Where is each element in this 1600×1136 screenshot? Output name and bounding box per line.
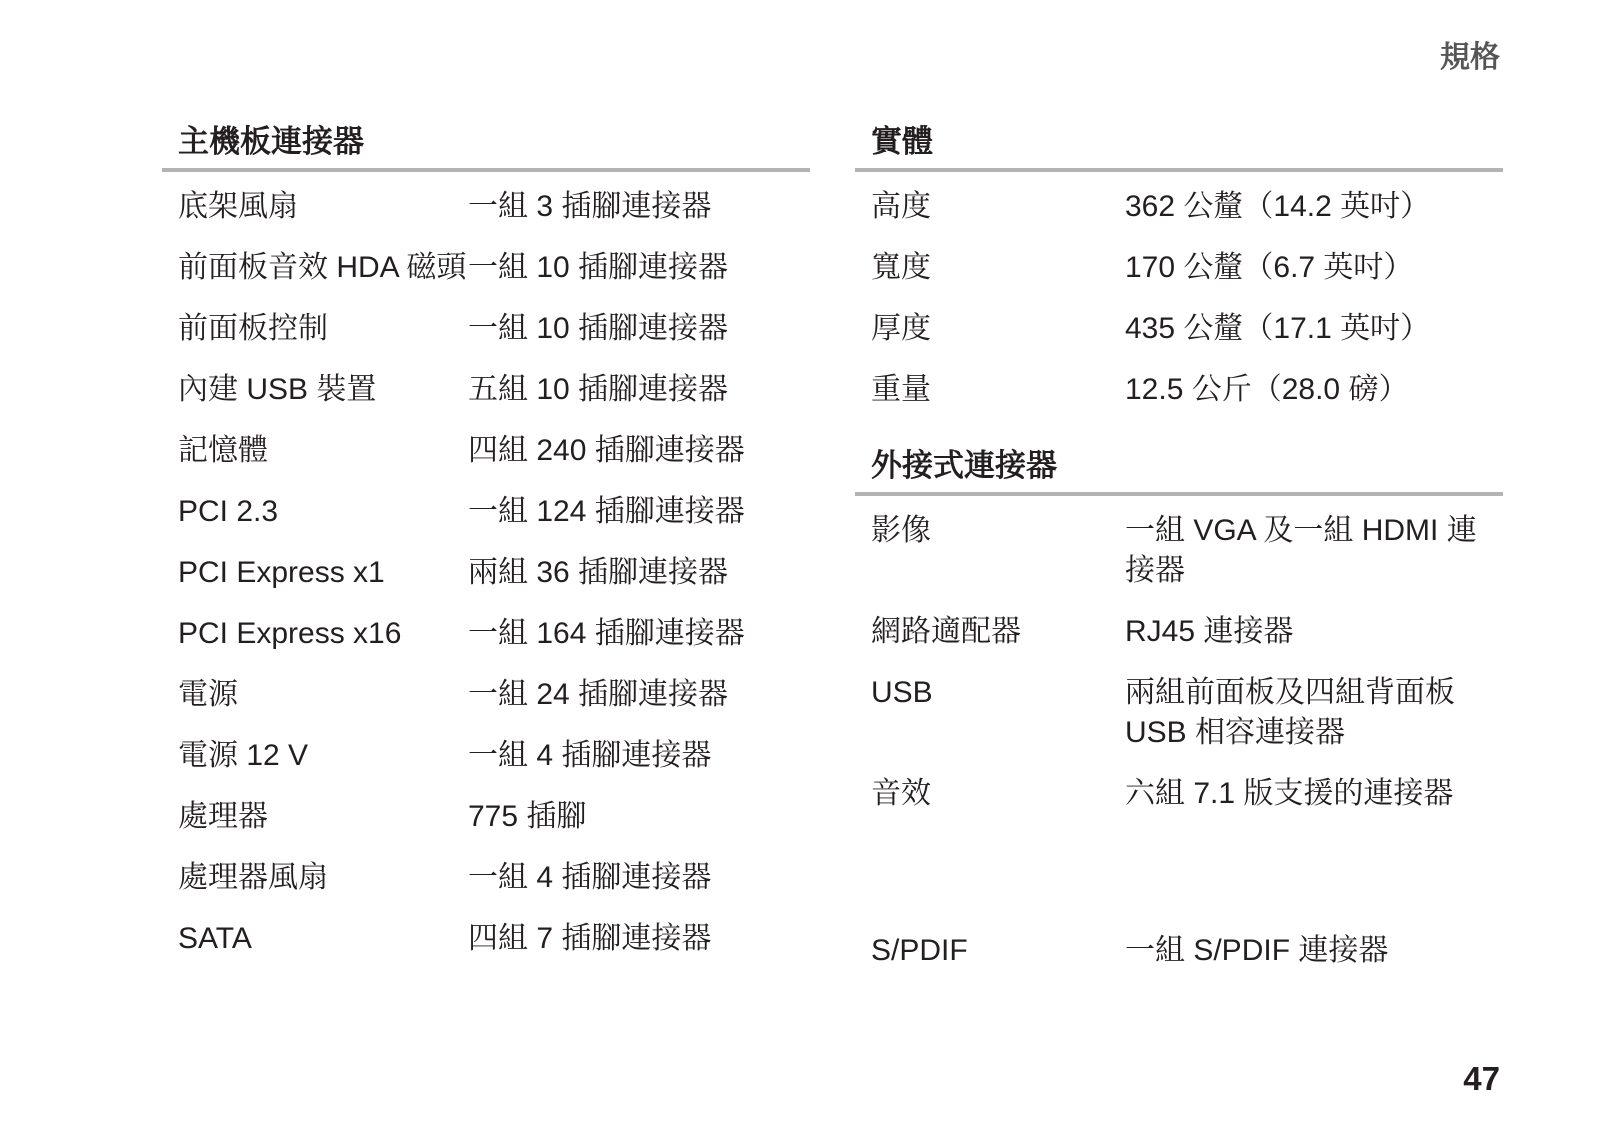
right-column [855, 122, 1503, 1007]
spec-value: 170 公釐（6.7 英吋） [1125, 251, 1414, 284]
section-title: 主機板連接器 [162, 122, 810, 172]
spec-row [855, 767, 1503, 924]
spec-value: 362 公釐（14.2 英吋） [1125, 190, 1431, 223]
spec-value: 一組 4 插腳連接器 [468, 861, 712, 894]
left-column [162, 122, 810, 995]
spec-label: 記憶體 [178, 434, 268, 467]
spec-row [162, 912, 810, 973]
spec-value: 435 公釐（17.1 英吋） [1125, 312, 1431, 345]
spec-label: 處理器 [178, 800, 268, 833]
spec-label: PCI Express x16 [178, 617, 402, 650]
spec-label: 高度 [871, 190, 931, 223]
spec-value: 五組 10 插腳連接器 [468, 373, 729, 406]
spec-row [855, 504, 1503, 605]
spec-value: 四組 7 插腳連接器 [468, 922, 712, 955]
spec-label: 電源 12 V [178, 739, 309, 772]
spec-row [162, 851, 810, 912]
spec-row [162, 607, 810, 668]
spec-label: 寬度 [871, 251, 931, 284]
physical-section [855, 122, 1503, 424]
spec-label: USB [871, 676, 933, 709]
spec-label: SATA [178, 922, 252, 955]
spec-value: 一組 S/PDIF 連接器 [1125, 934, 1389, 967]
external-connectors-section [855, 446, 1503, 985]
spec-table [855, 172, 1503, 424]
spec-value: 一組 164 插腳連接器 [468, 617, 745, 650]
motherboard-connectors-section [162, 122, 810, 973]
section-title: 外接式連接器 [855, 446, 1503, 496]
spec-row [855, 302, 1503, 363]
spec-row [855, 180, 1503, 241]
spec-row [162, 180, 810, 241]
spec-value: RJ45 連接器 [1125, 615, 1294, 648]
spec-value: 一組 4 插腳連接器 [468, 739, 712, 772]
spec-row [855, 605, 1503, 666]
spec-row [855, 924, 1503, 985]
spec-row [162, 790, 810, 851]
spec-label: 底架風扇 [178, 190, 298, 223]
spec-row [162, 363, 810, 424]
spec-value: 兩組前面板及四組背面板 USB 相容連接器 [1125, 676, 1455, 749]
spec-value: 一組 3 插腳連接器 [468, 190, 712, 223]
spec-value: 一組 24 插腳連接器 [468, 678, 729, 711]
spec-label: 內建 USB 裝置 [178, 373, 377, 406]
spec-row [162, 302, 810, 363]
running-header: 規格 [1440, 41, 1500, 74]
spec-row [162, 668, 810, 729]
spec-label: PCI 2.3 [178, 495, 279, 528]
spec-value: 一組 10 插腳連接器 [468, 251, 729, 284]
spec-row [162, 546, 810, 607]
spec-row [162, 424, 810, 485]
spec-label: 音效 [871, 777, 931, 810]
spec-label: S/PDIF [871, 934, 968, 967]
spec-table [162, 172, 810, 973]
spec-label: 前面板控制 [178, 312, 328, 345]
spec-label: 影像 [871, 514, 931, 547]
spec-row [162, 485, 810, 546]
spec-row [855, 666, 1503, 767]
section-title: 實體 [855, 122, 1503, 172]
spec-label: PCI Express x1 [178, 556, 385, 589]
spec-label: 厚度 [871, 312, 931, 345]
spec-value: 一組 124 插腳連接器 [468, 495, 745, 528]
spec-row [162, 729, 810, 790]
spec-label: 重量 [871, 373, 931, 406]
spec-label: 處理器風扇 [178, 861, 328, 894]
spec-value: 四組 240 插腳連接器 [468, 434, 745, 467]
spec-value: 12.5 公斤（28.0 磅） [1125, 373, 1409, 406]
spec-row [162, 241, 810, 302]
spec-value: 775 插腳 [468, 800, 587, 833]
spec-value: 一組 VGA 及一組 HDMI 連接器 [1125, 514, 1477, 587]
page-number: 47 [1463, 1060, 1500, 1097]
spec-label: 前面板音效 HDA 磁頭 [178, 251, 467, 284]
spec-row [855, 241, 1503, 302]
spec-table [855, 496, 1503, 985]
spec-label: 電源 [178, 678, 238, 711]
spec-value: 六組 7.1 版支援的連接器 [1125, 777, 1454, 810]
spec-row [855, 363, 1503, 424]
spec-label: 網路適配器 [871, 615, 1021, 648]
spec-value: 一組 10 插腳連接器 [468, 312, 729, 345]
spec-value: 兩組 36 插腳連接器 [468, 556, 729, 589]
